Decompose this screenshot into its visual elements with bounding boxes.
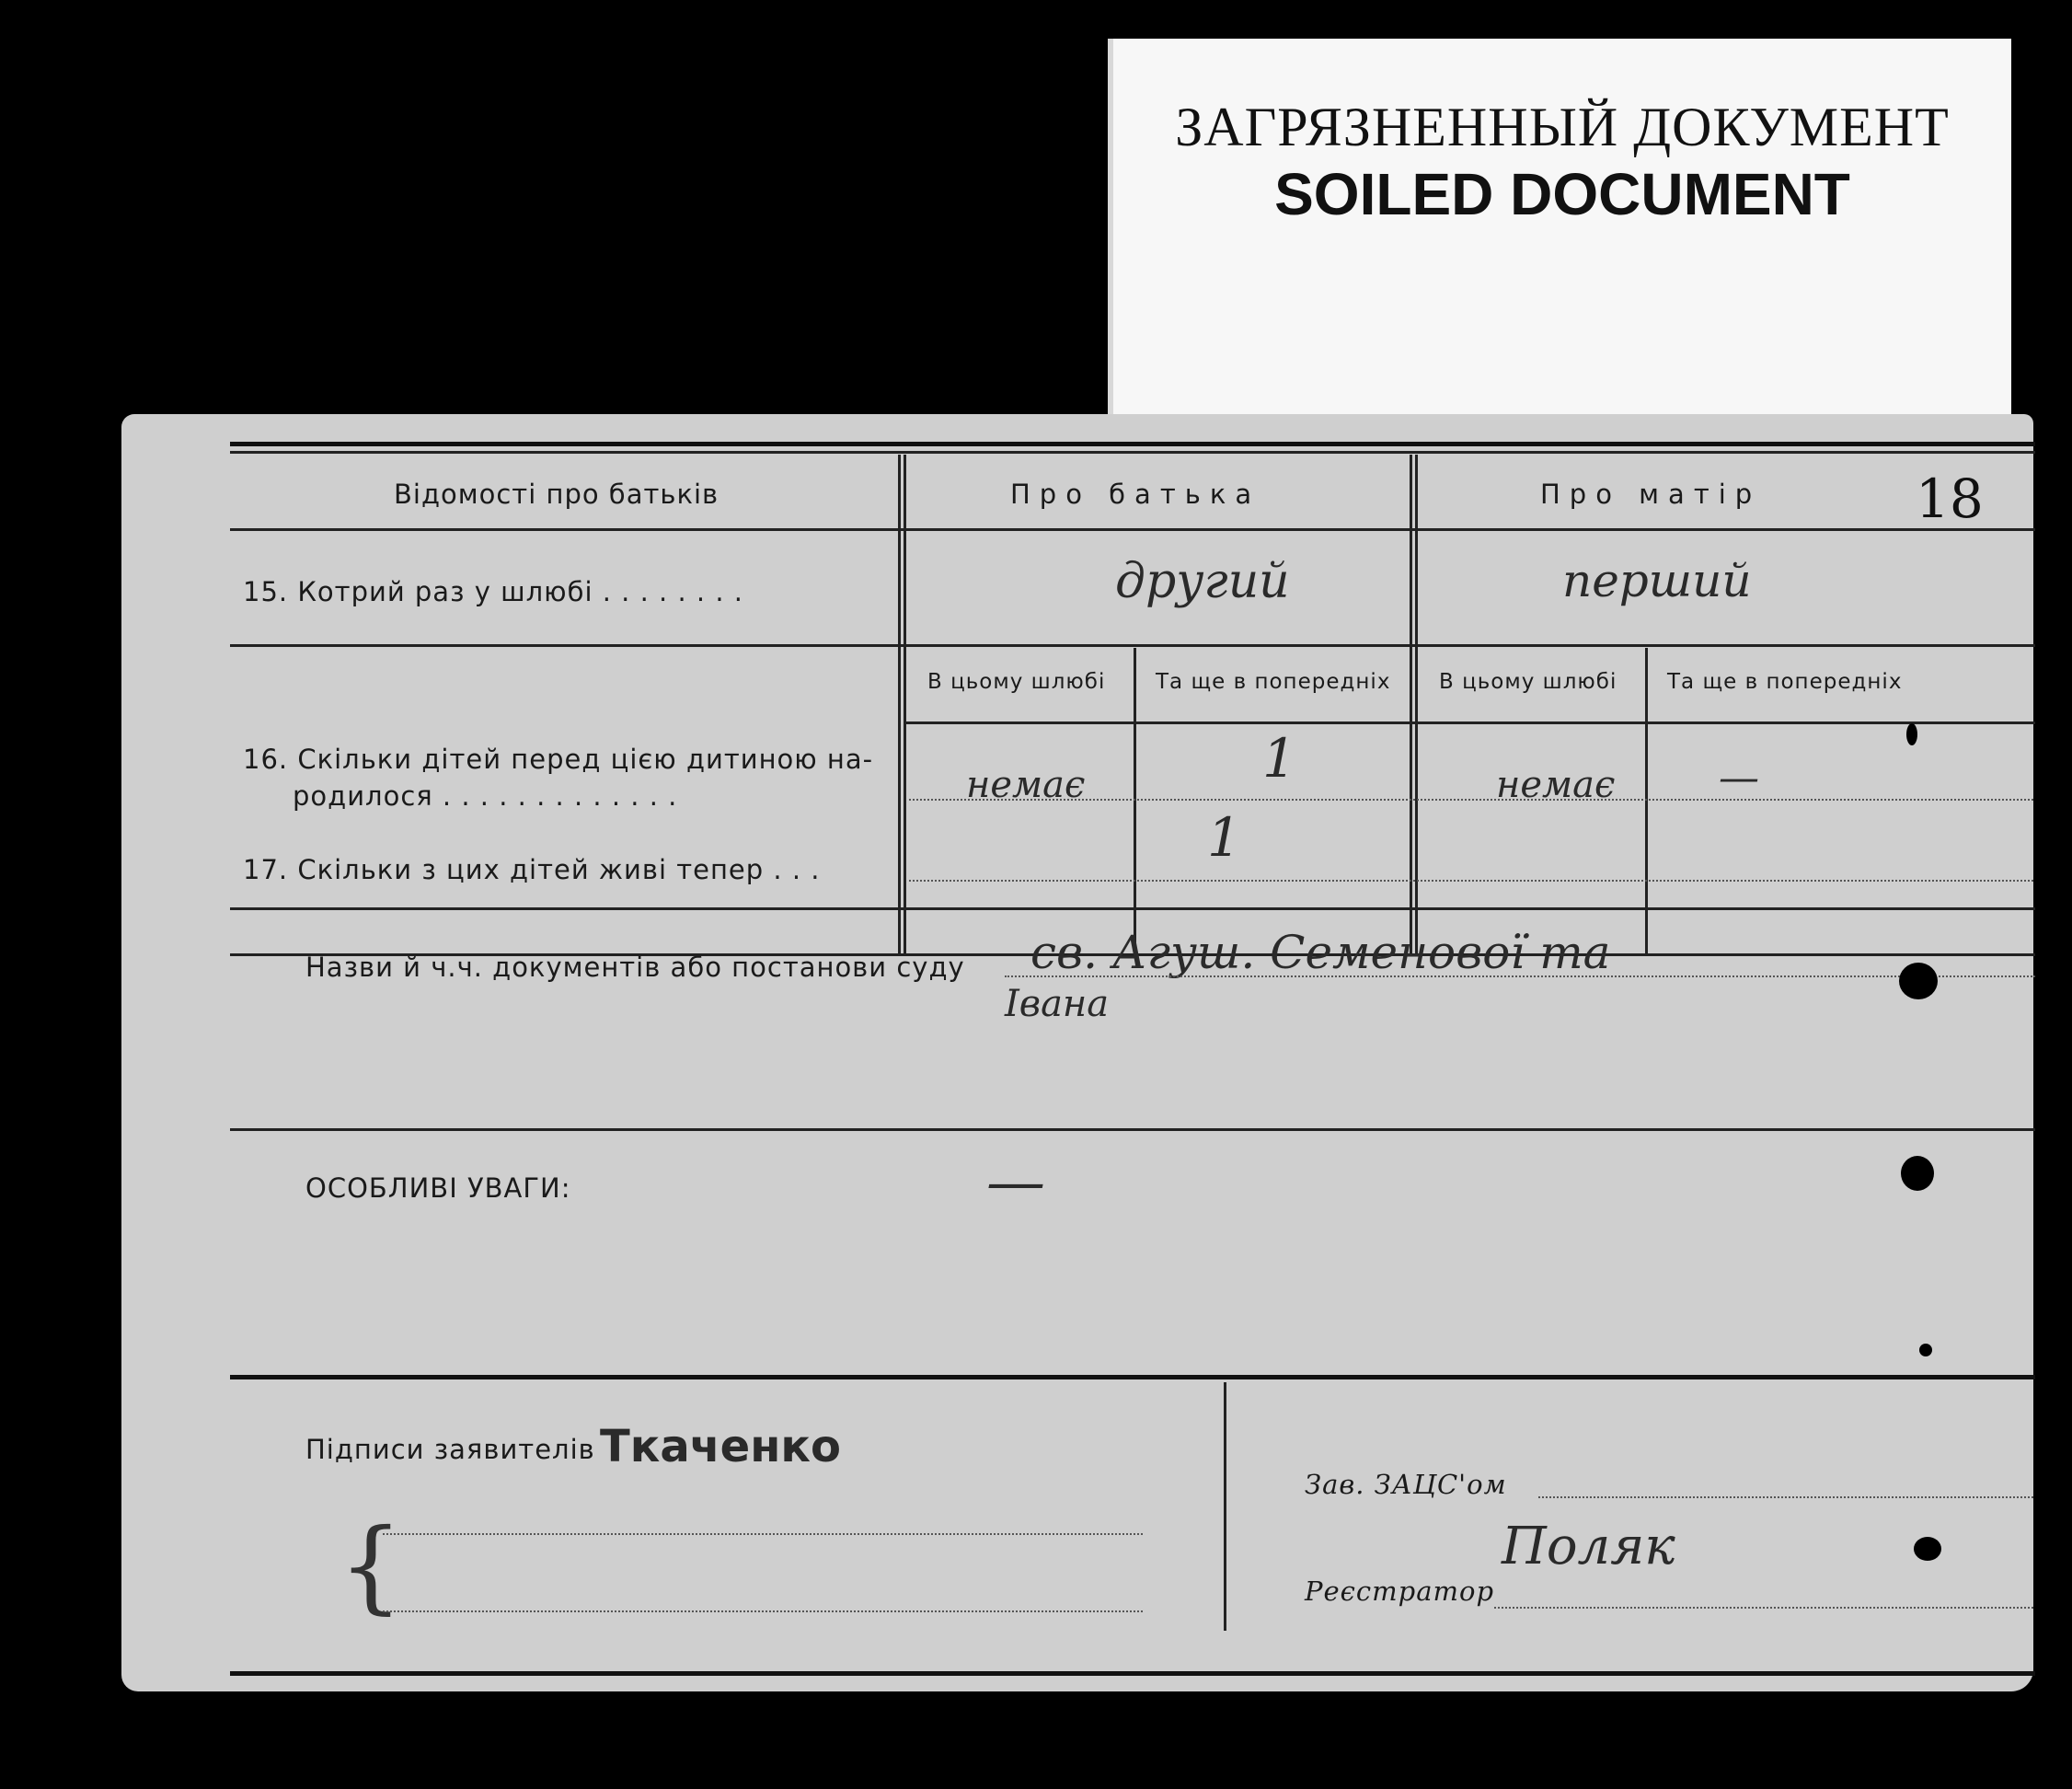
documents-bottom-rule: [230, 1128, 2035, 1131]
q16-label-line2: родилося . . . . . . . . . . . . .: [293, 780, 678, 812]
remarks-label: ОСОБЛИВІ УВАГИ:: [305, 1172, 571, 1204]
header-bottom-rule: [230, 528, 2035, 531]
soiled-document-stamp: [1108, 39, 2011, 425]
q16-label-line1: 16. Скільки дітей перед цією дитиною на-: [243, 744, 874, 775]
header-about-mother: Про матір: [1540, 479, 1762, 510]
divider-father-column-2: [904, 455, 906, 953]
q17-value-dotline: [909, 880, 2033, 882]
registrar-line: [1494, 1607, 2033, 1609]
q16-value-dotline: [909, 799, 2033, 801]
q17-label: 17. Скільки з цих дітей живі тепер . . .: [243, 854, 821, 885]
header-parents-info: Відомості про батьків: [394, 479, 719, 510]
divider-mother-column-2: [1415, 455, 1418, 953]
bottom-rule: [230, 1671, 2035, 1676]
documents-value-line1: св. Агуш. Семенової та: [1030, 926, 1611, 979]
registrar-signature: Поляк: [1502, 1517, 1675, 1576]
q17-bottom-rule: [230, 907, 2035, 910]
signatures-divider: [1224, 1382, 1226, 1631]
remarks-value: —: [986, 1148, 1045, 1217]
registrar-label: Реєстратор: [1305, 1575, 1495, 1607]
subheader-mother-this-marriage: В цьому шлюбі: [1439, 670, 1617, 694]
archive-page-number: 18: [1916, 467, 1984, 530]
subheader-mother-previous: Та ще в попередніх: [1667, 670, 1903, 694]
punch-hole-2: [1901, 1156, 1934, 1191]
divider-father-column: [898, 455, 901, 953]
stamp-title-english: SOILED DOCUMENT: [1274, 161, 1850, 227]
signature-line-2: [383, 1610, 1143, 1612]
divider-mother-column: [1410, 455, 1412, 953]
top-rule-thin: [230, 451, 2035, 454]
top-rule: [230, 442, 2035, 446]
header-about-father: Про батька: [1010, 479, 1261, 510]
q15-bottom-rule: [230, 644, 2035, 647]
q16-father-previous-value: 1: [1262, 727, 1296, 790]
head-line: [1538, 1496, 2033, 1498]
remarks-bottom-rule: [230, 1375, 2035, 1379]
tear-mark-3: [1914, 1537, 1941, 1561]
q17-father-previous-value: 1: [1207, 806, 1241, 869]
signatures-brace: {: [339, 1506, 403, 1624]
signatures-value: Ткаченко: [600, 1421, 841, 1472]
q15-label: 15. Котрий раз у шлюбі . . . . . . . .: [243, 576, 743, 607]
signature-line-1: [383, 1533, 1143, 1535]
stamp-title-russian: ЗАГРЯЗНЕННЫЙ ДОКУМЕНТ: [1175, 97, 1950, 157]
q16-mother-this-value: немає: [1496, 764, 1616, 806]
documents-value-line2: Івана: [1005, 983, 1110, 1025]
q16-father-this-value: немає: [966, 764, 1086, 806]
head-label: Зав. ЗАЦС'ом: [1305, 1469, 1507, 1500]
subheader-father-previous: Та ще в попередніх: [1156, 670, 1391, 694]
signatures-label: Підписи заявителів: [305, 1434, 595, 1465]
punch-hole-1: [1899, 963, 1938, 999]
q15-mother-value: перший: [1562, 554, 1752, 607]
documents-dotline: [1005, 975, 2035, 977]
documents-label: Назви й ч.ч. документів або постанови суду: [305, 952, 965, 983]
q16-mother-previous-value: —: [1719, 755, 1759, 802]
q15-father-value: другий: [1115, 554, 1290, 609]
tear-mark-1: [1906, 723, 1917, 745]
subheader-bottom-rule: [904, 721, 2035, 724]
form-sheet: [121, 414, 2033, 1691]
tear-mark-2: [1919, 1344, 1932, 1356]
subheader-father-this-marriage: В цьому шлюбі: [927, 670, 1106, 694]
